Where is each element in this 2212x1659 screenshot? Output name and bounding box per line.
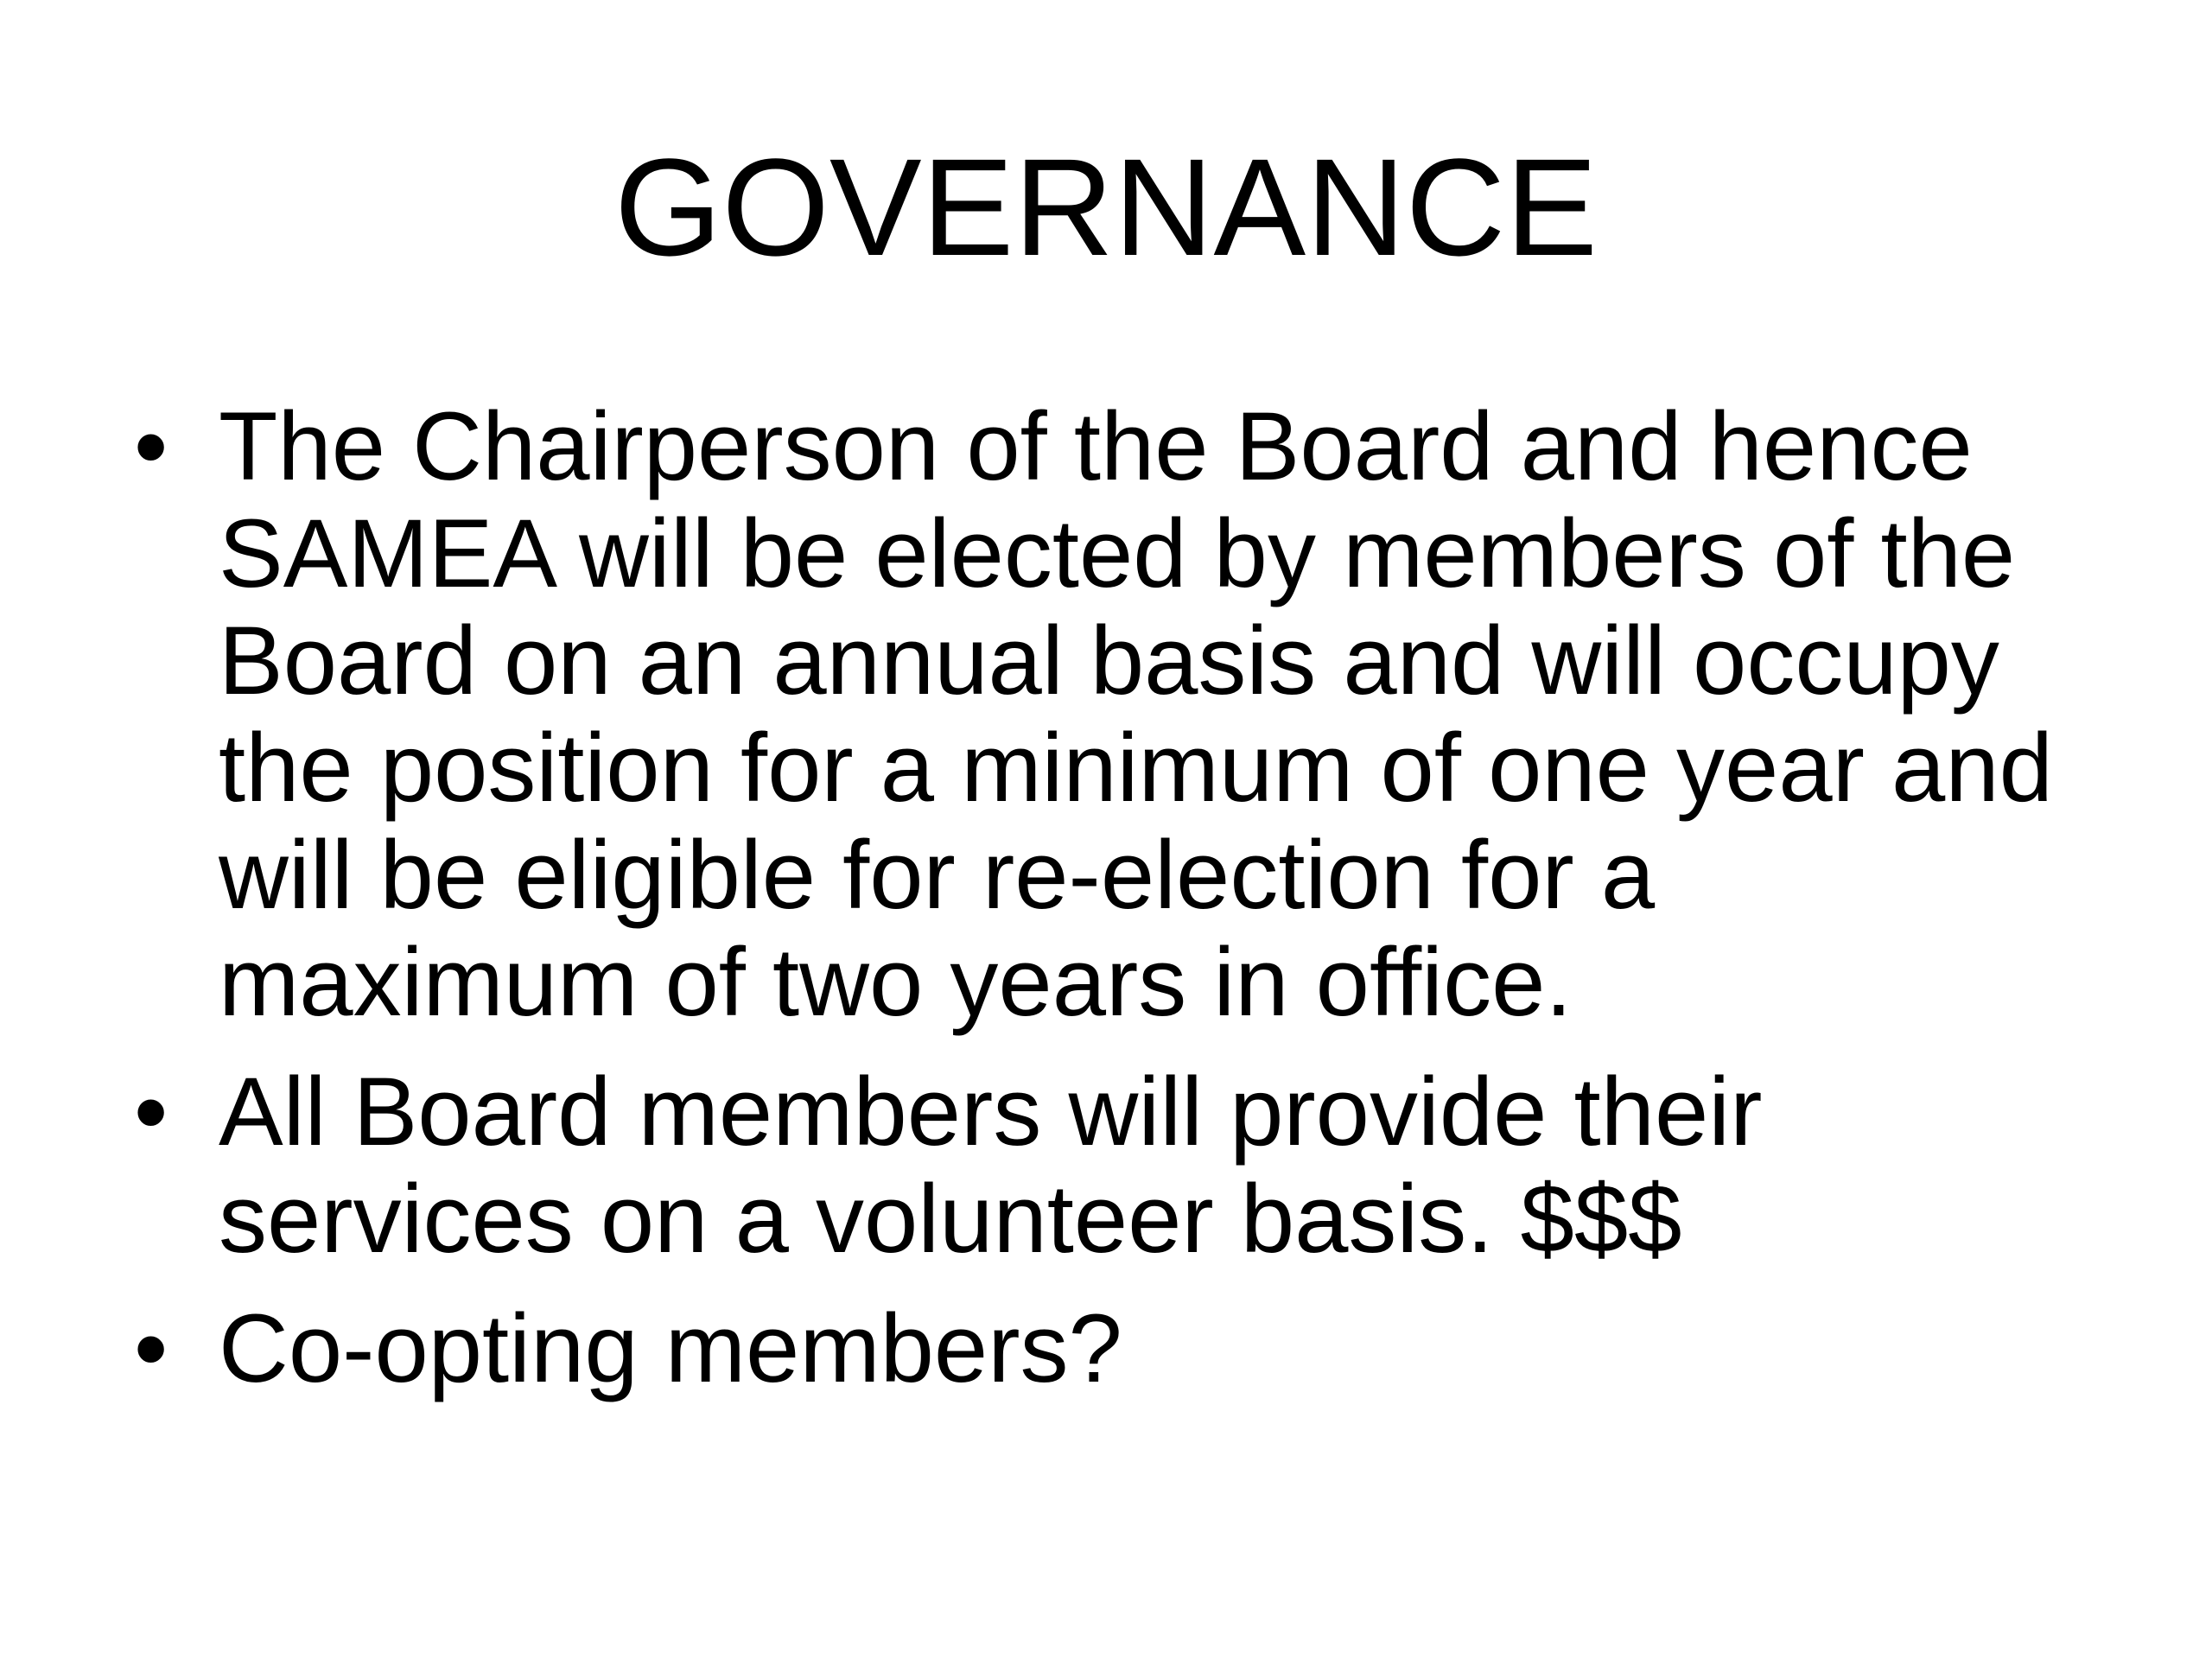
bullet-item-co-opting: [130, 1295, 2117, 1402]
bullet-icon: •: [134, 392, 168, 500]
bullet-line: SAMEA will be elected by members of the: [219, 499, 2016, 607]
bullet-line: All Board members will provide their: [219, 1058, 1763, 1166]
slide-title: GOVERNANCE: [614, 130, 1598, 284]
bullet-icon: •: [134, 1058, 168, 1166]
bullet-item-volunteer: [130, 1058, 2117, 1273]
bullet-icon: •: [134, 1294, 168, 1402]
bullet-line: The Chairperson of the Board and hence: [219, 392, 1973, 500]
bullet-list: [130, 393, 2117, 1425]
bullet-line: services on a volunteer basis. $$$: [219, 1165, 1682, 1273]
bullet-line: maximum of two years in office.: [219, 928, 1573, 1036]
bullet-line: will be eligible for re-election for a: [219, 821, 1656, 929]
bullet-line: the position for a minimum of one year and: [219, 714, 2053, 822]
bullet-line: Board on an annual basis and will occupy: [219, 607, 1999, 715]
bullet-item-chairperson: [130, 393, 2117, 1036]
bullet-line: Co-opting members?: [219, 1294, 1122, 1402]
